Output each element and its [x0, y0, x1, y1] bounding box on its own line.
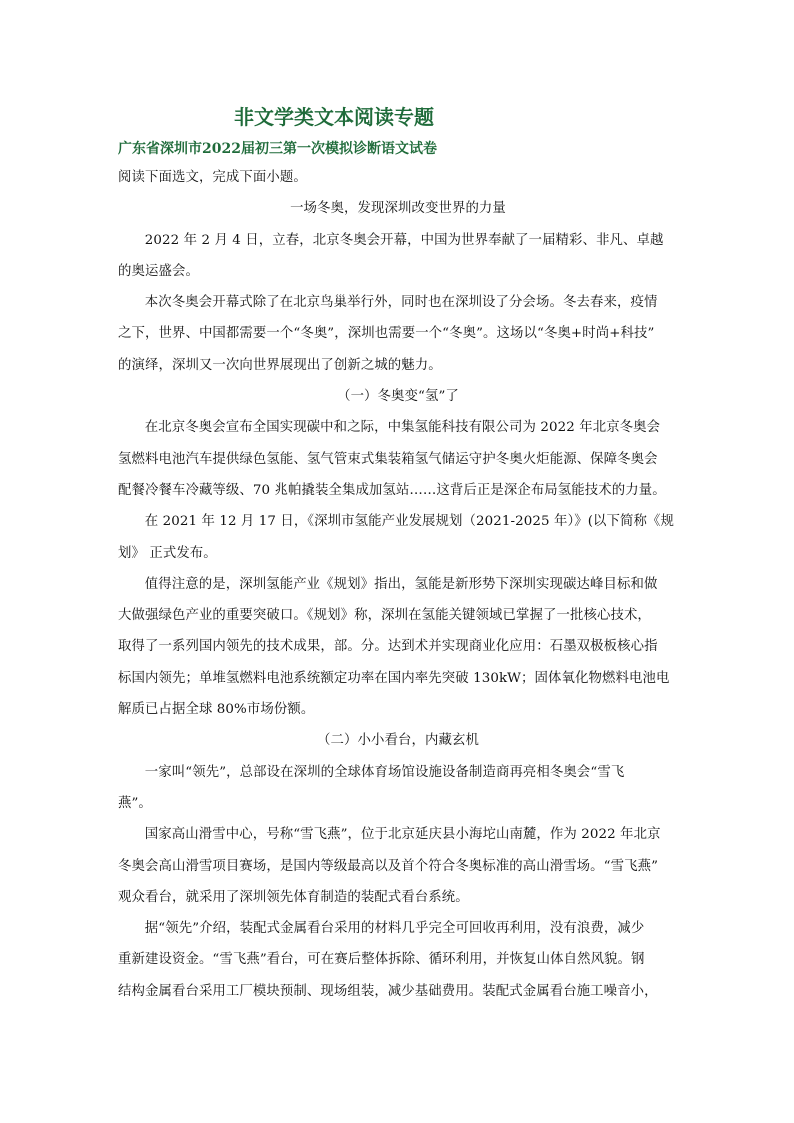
text-line: 配餐冷餐车冷藏等级、70 兆帕撬装全集成加氢站……这背后正是深企布局氢能技术的力量。 — [118, 482, 666, 498]
document-content — [118, 100, 678, 1007]
text-line: 大做强绿色产业的重要突破口。《规划》称，深圳在氢能关键领域已掌握了一批核心技术， — [118, 608, 651, 624]
text-line: 氢燃料电池汽车提供绿色氢能、氢气管束式集装箱氢气储运守护冬奥火炬能源、保障冬奥会 — [118, 451, 658, 467]
text-line: 重新建设资金。“雪飞燕”看台，可在赛后整体拆除、循环利用，并恢复山体自然风貌。钢 — [118, 952, 645, 968]
instruction-text: 阅读下面选文，完成下面小题。 — [118, 170, 307, 185]
paragraph — [118, 506, 678, 569]
paragraph — [118, 412, 678, 506]
section-heading — [118, 381, 678, 412]
paragraph — [118, 819, 678, 913]
text-line: 的演绎，深圳又一次向世界展现出了创新之城的魅力。 — [118, 357, 442, 373]
paragraph — [118, 287, 678, 381]
exam-subtitle: 广东省深圳市2022届初三第一次模拟诊断语文试卷 — [118, 141, 437, 157]
text-line: 划》 正式发布。 — [118, 545, 217, 561]
text-line: 2022 年 2 月 4 日，立春，北京冬奥会开幕，中国为世界奉献了一届精彩、非凡、卓越 — [144, 232, 664, 248]
text-line: 值得注意的是，深圳氢能产业《规划》指出，氢能是新形势下深圳实现碳达峰目标和做 — [144, 576, 658, 592]
text-line: （一）冬奥变“氢”了 — [337, 389, 459, 405]
text-line: 燕”。 — [118, 795, 152, 811]
text-line: （二）小小看台，内藏玄机 — [317, 733, 479, 749]
text-line: 在北京冬奥会宣布全国实现碳中和之际，中集氢能科技有限公司为 2022 年北京冬奥会 — [144, 420, 661, 436]
text-line: 之下，世界、中国都需要一个“冬奥”，深圳也需要一个“冬奥”。这场以“冬奥+时尚+科技” — [118, 326, 655, 342]
text-line: 国家高山滑雪中心，号称“雪飞燕”，位于北京延庆县小海坨山南麓，作为 2022 年北京 — [144, 827, 661, 843]
text-line: 在 2021 年 12 月 17 日，《深圳市氢能产业发展规划（2021-2025 年）》(以下简称《规 — [144, 514, 674, 530]
text-line: 结构金属看台采用工厂模块预制、现场组装，减少基础费用。装配式金属看台施工噪音小， — [118, 983, 658, 999]
section-heading — [118, 725, 678, 756]
paragraph — [118, 225, 678, 288]
article-body — [118, 225, 678, 1007]
text-line: 观众看台，就采用了深圳领先体育制造的装配式看台系统。 — [118, 889, 469, 905]
paragraph — [118, 569, 678, 725]
article-title: 一场冬奥，发现深圳改变世界的力量 — [290, 201, 506, 217]
text-line: 的奥运盛会。 — [118, 263, 199, 279]
text-line: 本次冬奥会开幕式除了在北京鸟巢举行外，同时也在深圳设了分会场。冬去春来，疫情 — [144, 295, 658, 311]
paragraph — [118, 913, 678, 1007]
text-line: 标国内领先；单堆氢燃料电池系统额定功率在国内率先突破 130kW；固体氧化物燃料电池电 — [118, 670, 670, 686]
text-line: 取得了一系列国内领先的技术成果，部。分。达到术并实现商业化应用：石墨双极板核心指 — [118, 639, 658, 655]
text-line: 一家叫“领先”，总部设在深圳的全球体育场馆设施设备制造商再亮相冬奥会“雪飞 — [144, 764, 625, 780]
document-title: 非文学类文本阅读专题 — [234, 105, 434, 129]
text-line: 冬奥会高山滑雪项目赛场，是国内等级最高以及首个符合冬奥标准的高山滑雪场。“雪飞燕” — [118, 858, 659, 874]
paragraph — [118, 757, 678, 820]
text-line: 据“领先”介绍，装配式金属看台采用的材料几乎完全可回收再利用，没有浪费，减少 — [144, 921, 645, 937]
text-line: 解质已占据全球 80%市场份额。 — [118, 702, 315, 718]
